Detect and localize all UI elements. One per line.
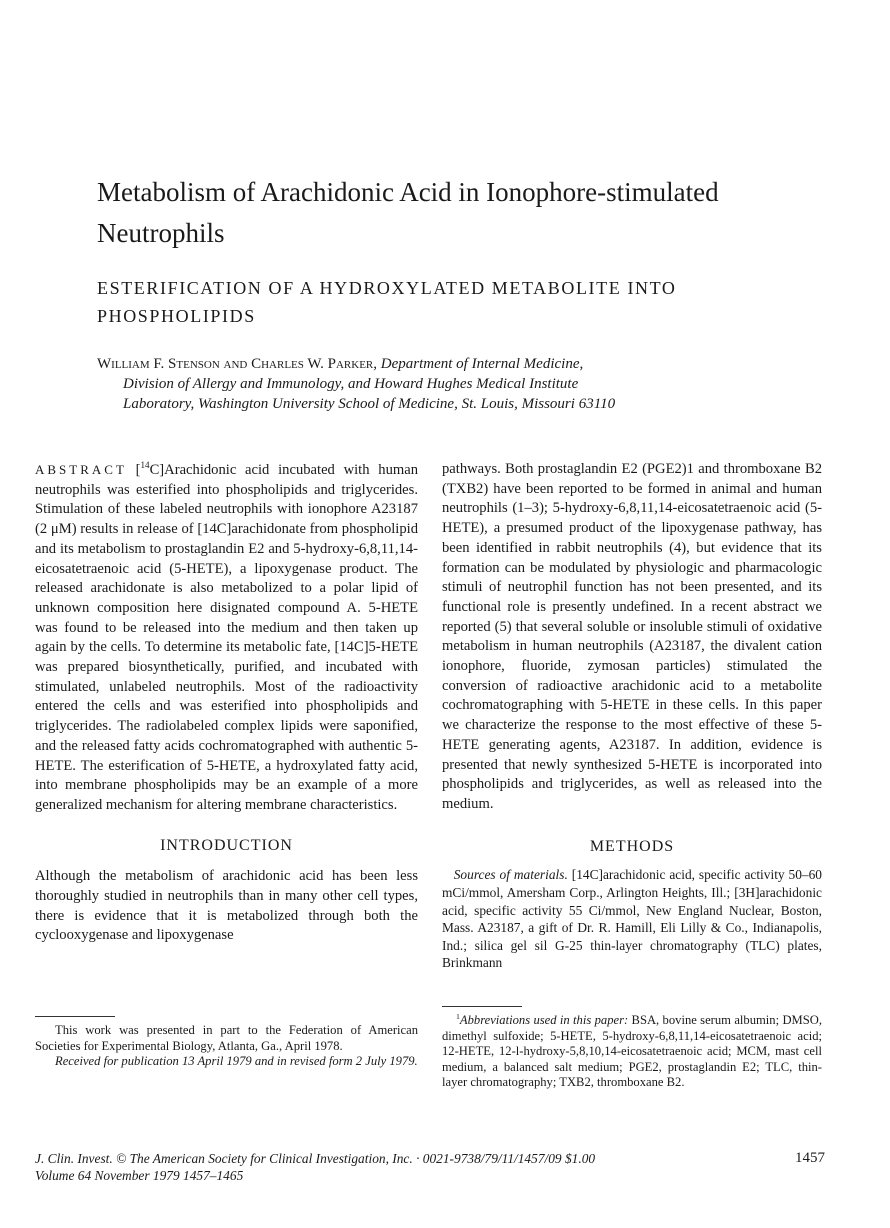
article-subtitle: ESTERIFICATION OF A HYDROXYLATED METABOLITE INTO PHOSPHOLIPIDS — [97, 278, 677, 326]
introduction-text-left: Although the metabolism of arachidonic acid has been less thoroughly studied in neutrophils than in many other cell types, there is evidence that it is metabolized through both the cyclooxygenase and lipoxygenase — [35, 868, 418, 944]
footnote-abbreviations: $^1$Abbreviations used in this paper: BSA, bovine serum albumin; DMSO, dimethyl sulfoxide; 5-HETE, 5-hydroxy-6,8,11,14-eicosatetraenoic acid; 12-HETE, 12-l-hydroxy-5,8,10,14-eicosatetraenoic acid; MCM, mast cell medium, a balanced salt medium; PGE2, prostaglandin E2; TLC, thin-layer chromatography; TXB2, thromboxane B2. — [442, 1011, 822, 1089]
methods-heading: METHODS — [589, 837, 675, 855]
footnotes-right — [442, 1013, 822, 1091]
introduction-heading: INTRODUCTION — [160, 836, 293, 854]
right-column — [442, 460, 822, 972]
page-number: 1457 — [795, 1150, 825, 1166]
left-column — [35, 460, 418, 946]
affiliation-line-2: Division of Allergy and Immunology, and Howard Hughes Medical Institute — [123, 376, 579, 392]
journal-citation: J. Clin. Invest. © The American Society for Clinical Investigation, Inc. · 0021-9738/79/11/1457/09 $1.00 — [35, 1151, 596, 1166]
abstract-paragraph: ABSTRACT [$^{14}$C]Arachidonic acid incubated with human neutrophils was esterified into phospholipids and triglycerides. Stimulation of these labeled neutrophils with ionophore A23187 (2 μM) results in release of [14C]arachidonate from phospholipid and its metabolism to prostaglandin E2 and 5-hydroxy-6,8,11,14-eicosatetraenoic acid (5-HETE), a lipoxygenase product. The released arachidonate is also metabolized to a polar lipid of unknown composition here disignated compound A. 5-HETE was found to be released into the medium and then taken up again by the cells. To determine its metabolic fate, [14C]5-HETE was prepared biosynthetically, purified, and incubated with stimulated, unlabeled neutrophils. Most of the radioactivity entered the cells and was esterified into phospholipids and triglycerides. The radiolabeled complex lipids were saponified, and the released fatty acids cochromatographed with authentic 5-HETE. The esterification of 5-HETE, a hydroxylated fatty acid, into membrane phospholipids may be an example of a more generalized mechanism for altering membrane characteristics. — [35, 460, 419, 813]
footnote-presentation: This work was presented in part to the Federation of American Societies for Experimental Biology, Atlanta, Ga., April 1978. — [35, 1023, 418, 1053]
author-names: William F. Stenson and Charles W. Parker, — [97, 356, 378, 372]
footnote-rule-right — [442, 1006, 522, 1007]
abbreviations-lead: Abbreviations used in this paper: — [459, 1013, 629, 1027]
footnotes-left — [35, 1023, 418, 1070]
footnote-rule-left — [35, 1016, 115, 1017]
methods-subheading: Sources of materials. — [453, 867, 568, 883]
methods-text: [14C]arachidonic acid, specific activity 50–60 mCi/mmol, Amersham Corp., Arlington Heights, Ill.; [3H]arachidonic acid, specific activity 55 Ci/mmol, New England Nuclear, Boston, Mass. A23187, a gift of Dr. R. Hamill, Eli Lilly & Co., Indianapolis, Ind.; silica gel sil G-25 thin-layer chromatography (TLC) plates, Brinkmann — [442, 867, 822, 971]
abstract-heading: ABSTRACT — [35, 462, 127, 477]
author-block — [97, 354, 817, 414]
affiliation-line-3: Laboratory, Washington University School of Medicine, St. Louis, Missouri 63110 — [123, 396, 616, 412]
footnote-received: Received for publication 13 April 1979 and in revised form 2 July 1979. — [55, 1054, 418, 1068]
abbreviations-text: BSA, bovine serum albumin; DMSO, dimethyl sulfoxide; 5-HETE, 5-hydroxy-6,8,11,14-eicosatetraenoic acid; 12-HETE, 12-l-hydroxy-5,8,10,14-eicosatetraenoic acid; MCM, mast cell medium, a balanced salt medium; PGE2, prostaglandin E2; TLC, thin-layer chromatography; TXB2, thromboxane B2. — [442, 1013, 822, 1089]
methods-paragraph — [442, 866, 822, 972]
abstract-text: Arachidonic acid incubated with human neutrophils was esterified into phospholipids and triglycerides. Stimulation of these labeled neutrophils with ionophore A23187 (2 μM) results in release of [14C]arachidonate from phospholipid and its metabolism to prostaglandin E2 and 5-hydroxy-6,8,11,14-eicosatetraenoic acid (5-HETE), a lipoxygenase product. The released arachidonate is also metabolized to a polar lipid of unknown composition here disignated compound A. 5-HETE was found to be released into the medium and then taken up again by the cells. To determine its metabolic fate, [14C]5-HETE was prepared biosynthetically, purified, and incubated with stimulated, unlabeled neutrophils. Most of the radioactivity entered the cells and was esterified into phospholipids and triglycerides. The radiolabeled complex lipids were saponified, and the released fatty acids cochromatographed with authentic 5-HETE. The esterification of 5-HETE, a hydroxylated fatty acid, into membrane phospholipids may be an example of a more generalized mechanism for altering membrane characteristics. — [35, 462, 419, 813]
article-title: Metabolism of Arachidonic Acid in Ionophore-stimulated Neutrophils — [97, 177, 719, 248]
journal-volume: Volume 64 November 1979 1457–1465 — [35, 1168, 244, 1183]
introduction-text-right: pathways. Both prostaglandin E2 (PGE2)1 and thromboxane B2 (TXB2) have been reported to be formed in animal and human neutrophils (1–3); 5-hydroxy-6,8,11,14-eicosatetraenoic acid (5-HETE), a presumed product of the lipoxygenase pathway, has been identified in rabbit neutrophils (4), but evidence that its formation can be modulated by physiologic and pharmacologic stimuli of neutrophil function has not been presented, and its functional role is presently undefined. In a recent abstract we reported (5) that several soluble or insoluble stimuli of oxidative metabolism in human neutrophils (A23187, the divalent cation ionophore, fluoride, zymosan particles) stimulated the conversion of radioactive arachidonic acid to a metabolite cochromatographing with 5-HETE in these cells. In this paper we characterize the response to the most effective of these 5-HETE generating agents, A23187. In addition, evidence is presented that newly synthesized 5-HETE is incorporated into phospholipids and triglycerides, as well as released into the medium. — [442, 461, 822, 812]
journal-footer — [35, 1150, 825, 1184]
affiliation-line-1: Department of Internal Medicine, — [377, 356, 584, 372]
